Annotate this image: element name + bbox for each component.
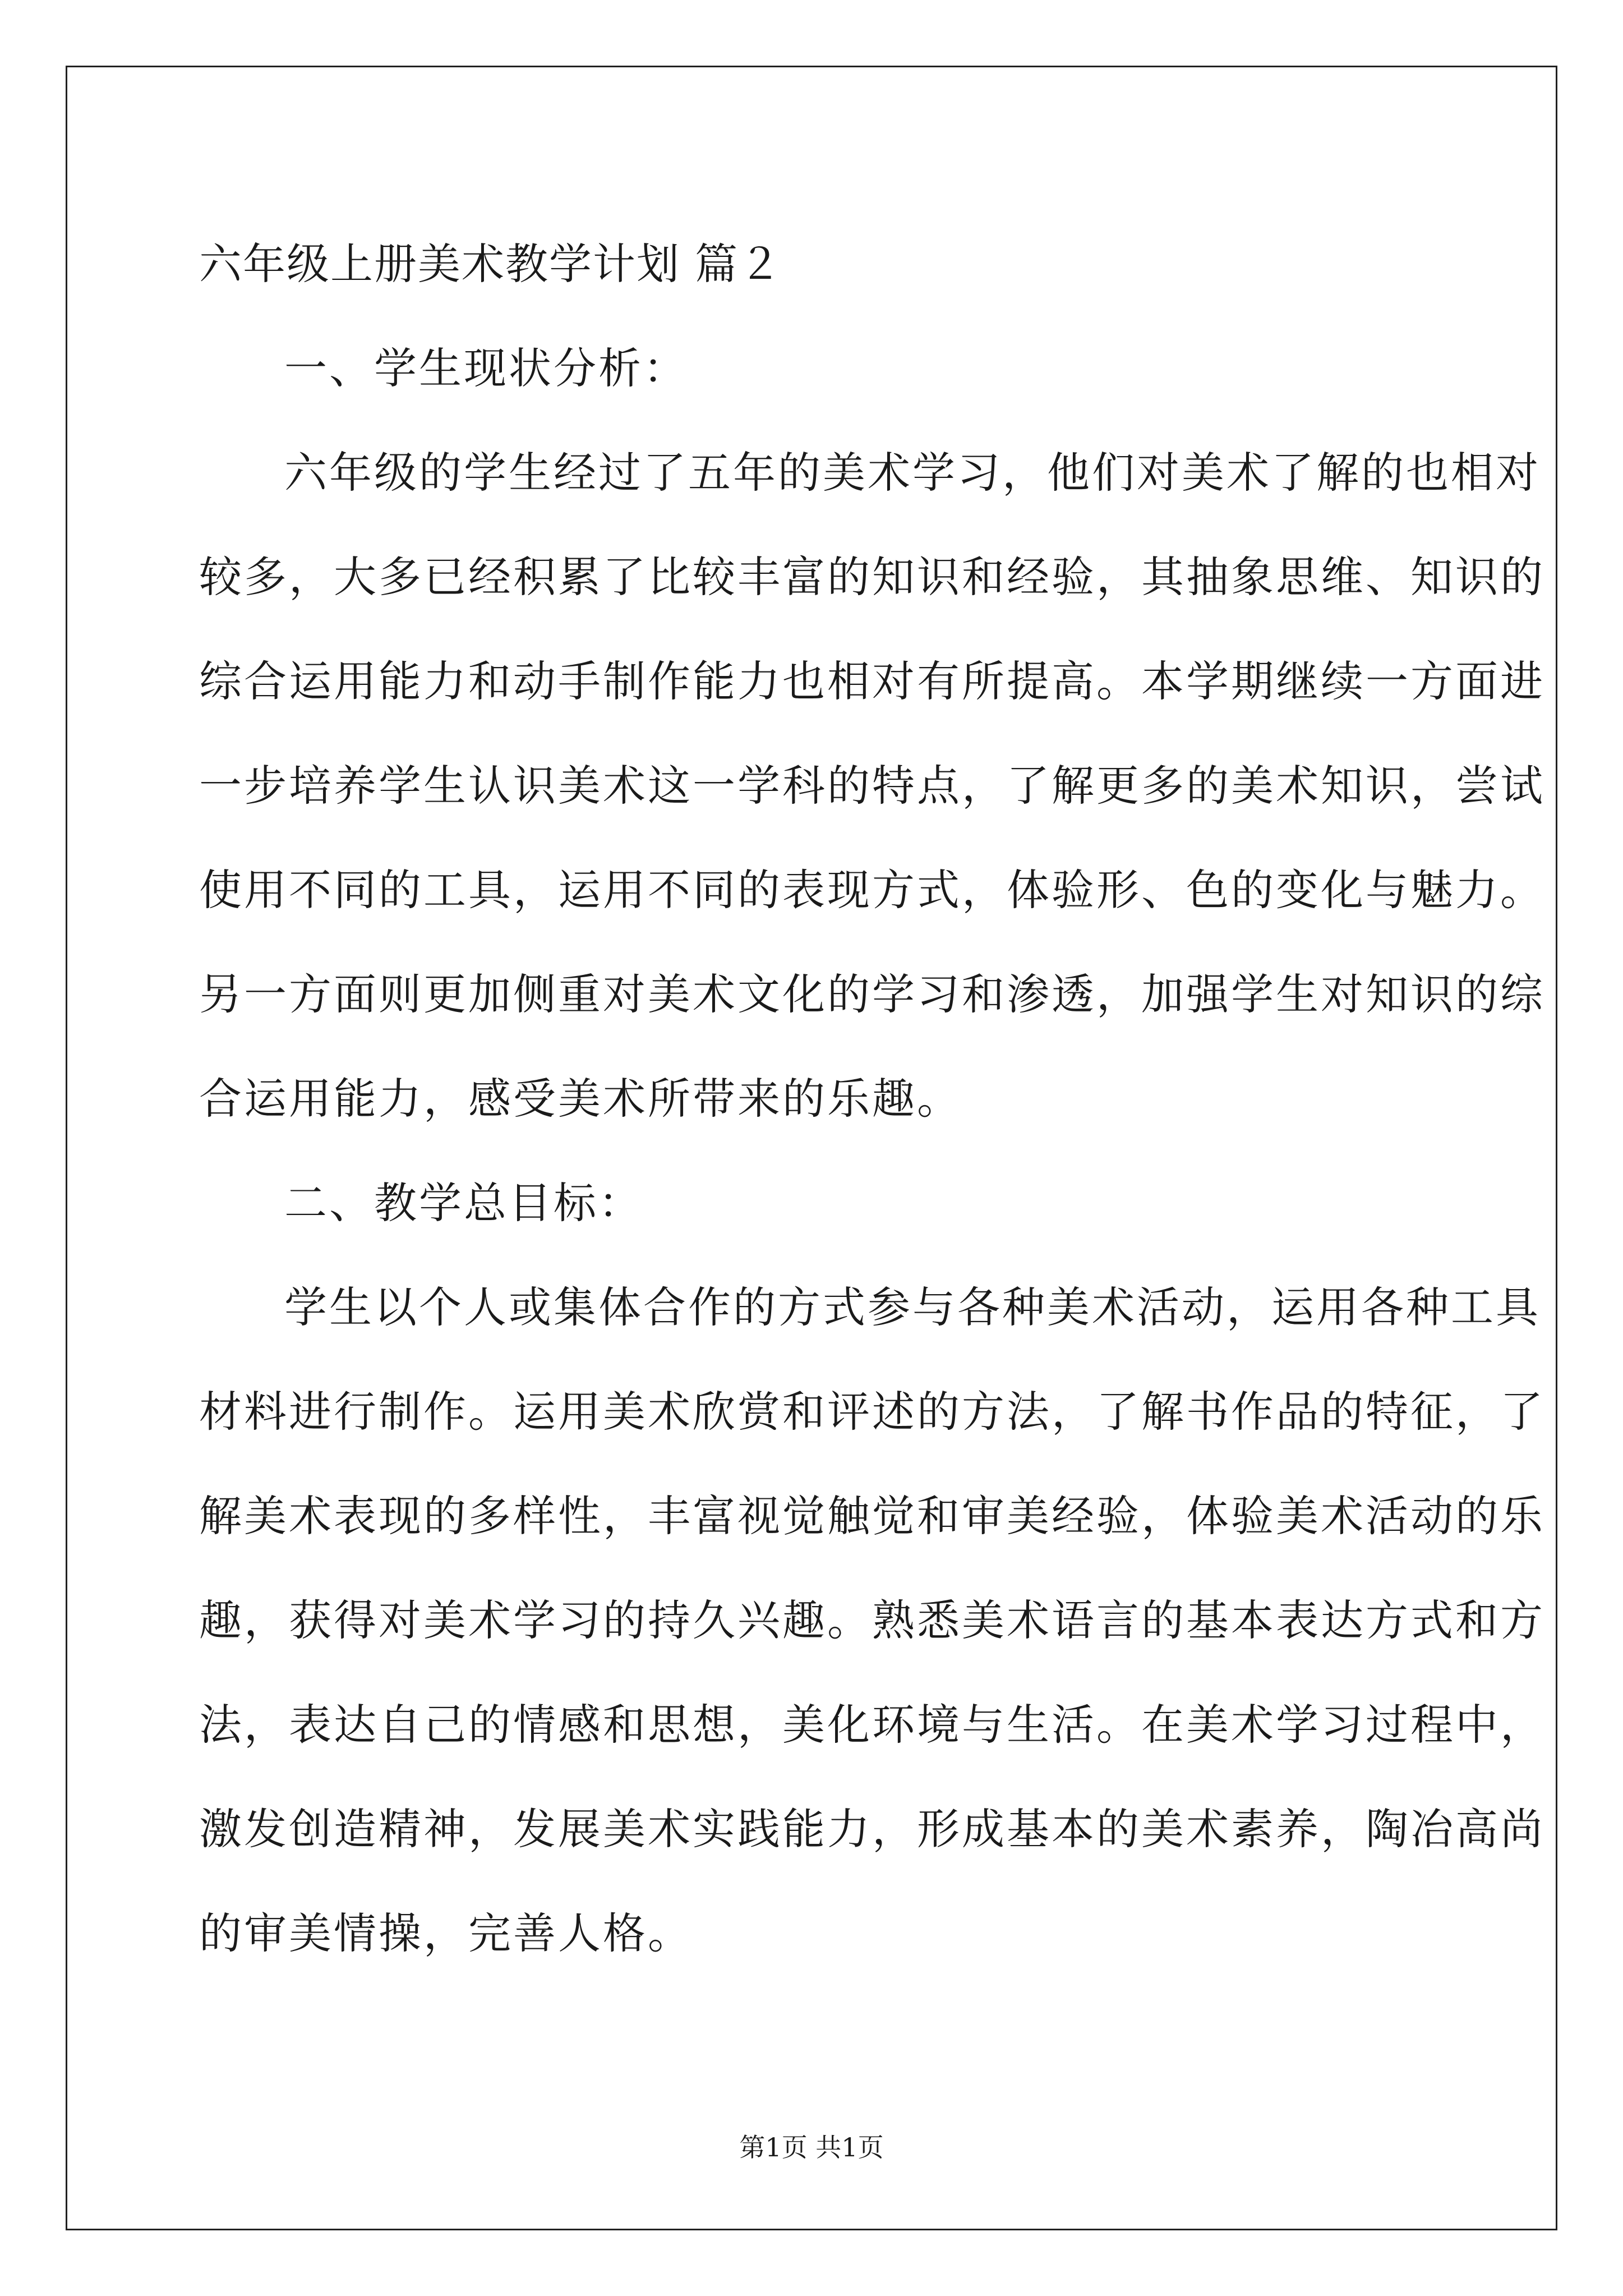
paragraph-line: 激发创造精神，发展美术实践能力，形成基本的美术素养，陶冶高尚: [199, 1804, 1545, 1854]
document-body: [199, 212, 1545, 1986]
paragraph-line: 六年级的学生经过了五年的美术学习，他们对美术了解的也相对: [284, 448, 1541, 498]
paragraph-line: 学生以个人或集体合作的方式参与各种美术活动，运用各种工具: [284, 1282, 1541, 1332]
page-number-footer: 第1页 共1页: [739, 2132, 884, 2162]
paragraph-line: 趣，获得对美术学习的持久兴趣。熟悉美术语言的基本表达方式和方: [199, 1595, 1545, 1645]
section-heading-1: 一、学生现状分析：: [284, 343, 688, 393]
paragraph-line: 的审美情操，完善人格。: [199, 1908, 693, 1958]
paragraph-line: 另一方面则更加侧重对美术文化的学习和渗透，加强学生对知识的综: [199, 969, 1545, 1019]
document-title: 六年级上册美术教学计划 篇２: [199, 239, 783, 289]
paragraph-line: 材料进行制作。运用美术欣赏和评述的方法，了解书作品的特征，了: [199, 1387, 1545, 1437]
paragraph-line: 解美术表现的多样性，丰富视觉触觉和审美经验，体验美术活动的乐: [199, 1491, 1545, 1541]
paragraph-line: 法，表达自己的情感和思想，美化环境与生活。在美术学习过程中，: [199, 1700, 1545, 1750]
section-heading-2: 二、教学总目标：: [284, 1178, 643, 1228]
paragraph-line: 合运用能力，感受美术所带来的乐趣。: [199, 1074, 962, 1124]
paragraph-line: 使用不同的工具，运用不同的表现方式，体验形、色的变化与魅力。: [199, 865, 1545, 915]
paragraph-line: 一步培养学生认识美术这一学科的特点，了解更多的美术知识，尝试: [199, 761, 1545, 811]
paragraph-line: 综合运用能力和动手制作能力也相对有所提高。本学期继续一方面进: [199, 656, 1545, 706]
paragraph-line: 较多，大多已经积累了比较丰富的知识和经验，其抽象思维、知识的: [199, 552, 1545, 602]
